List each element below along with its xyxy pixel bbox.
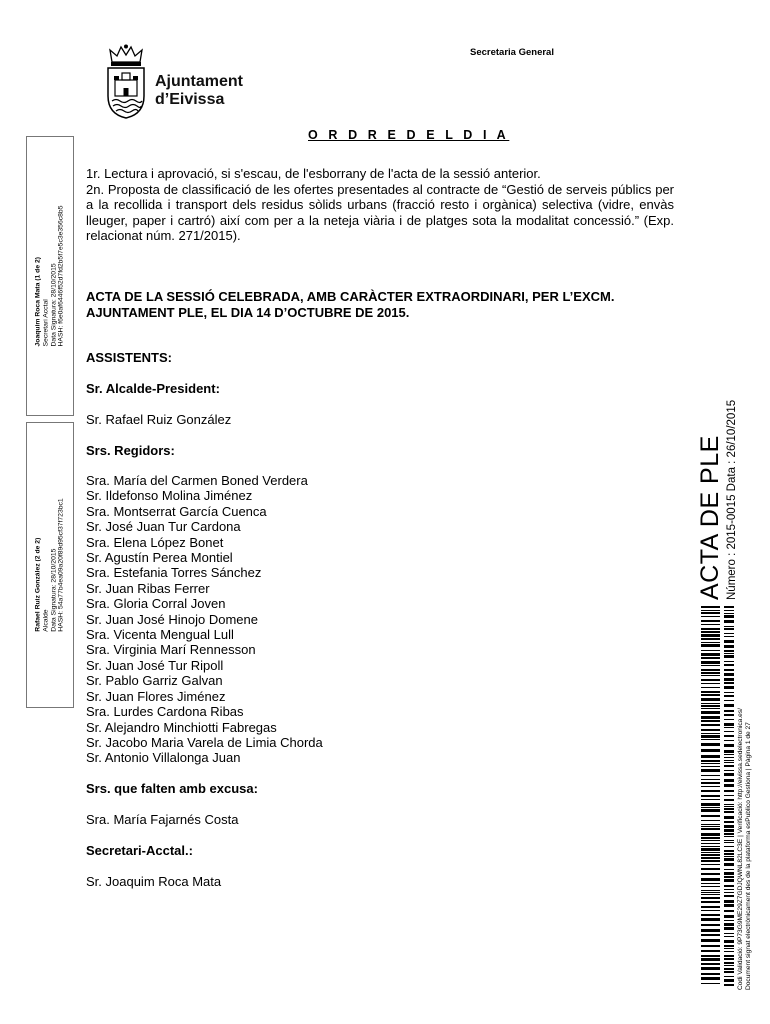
- validation-line-1: Codi Validació: 9P73G9ME29Z7GDJQWNL82LC3E | Verificació: http://eivissa.sedelectronica.es/: [737, 708, 744, 990]
- list-item: Sra. Virginia Marí Rennesson: [86, 642, 256, 658]
- list-item: Sra. Vicenta Mengual Lull: [86, 627, 234, 643]
- organization-name-line2: d’Eivissa: [155, 91, 225, 108]
- list-item: Sra. Montserrat García Cuenca: [86, 503, 267, 519]
- signature-signer: Joaquim Roca Mata (1 de 2): [34, 256, 42, 347]
- list-item: Sr. Alejandro Minchiotti Fabregas: [86, 719, 277, 735]
- signature-date: Data Signatura: 28/10/2015: [50, 263, 57, 347]
- list-item: Sr. José Juan Tur Cardona: [86, 519, 241, 535]
- mayor-label: Sr. Alcalde-President:: [86, 381, 220, 396]
- barcode-icon: [701, 606, 720, 986]
- agenda-items: [86, 166, 674, 244]
- absent-label: Srs. que falten amb excusa:: [86, 781, 258, 796]
- signature-hash: HASH: f6e0af6446f52d7fd2b5f7e5c3e356c8b5: [57, 205, 65, 347]
- organization-name: [155, 73, 243, 109]
- agenda-item-2: 2n. Proposta de classificació de les ofertes presentades al contracte de “Gestió de serveis públics per a la recollida i transport dels residus sòlids urbans (fracció resto i orgànica) selectiva (vidre, envàs lleuger, paper i cartró) així com per a la neteja viària i de platges sota la modalitat concessió.” (Exp. relacionat núm. 271/2015).: [86, 181, 674, 243]
- signature-text-2: [34, 498, 65, 631]
- list-item: Sr. Pablo Garriz Galvan: [86, 673, 223, 689]
- signature-text-1: [34, 206, 65, 347]
- attendees-label: ASSISTENTS:: [86, 350, 172, 365]
- signature-role: Secretari Acctal: [42, 299, 50, 347]
- signature-box-2: [26, 422, 74, 708]
- validation-text: [737, 708, 753, 990]
- list-item: Sr. Juan José Tur Ripoll: [86, 657, 224, 673]
- list-item: Sr. Antonio Villalonga Juan: [86, 750, 241, 766]
- list-item: Sr. Agustín Perea Montiel: [86, 550, 233, 566]
- list-item: Sra. Estefania Torres Sánchez: [86, 565, 262, 581]
- list-item: Sra. Gloria Corral Joven: [86, 596, 226, 612]
- list-item: Sr. Jacobo Maria Varela de Limia Chorda: [86, 734, 323, 750]
- signature-box-1: [26, 136, 74, 416]
- councillors-label: Srs. Regidors:: [86, 443, 175, 458]
- signature-role: Alcalde: [42, 609, 50, 632]
- list-item: Sra. María del Carmen Boned Verdera: [86, 473, 308, 488]
- list-item: Sr. Juan Ribas Ferrer: [86, 580, 210, 596]
- councillors-list: [86, 473, 323, 766]
- validation-line-2: Document signat electrònicament des de la plataforma esPublico Gestiona | Pàgina 1 de 27: [745, 722, 752, 990]
- department-label: Secretaria General: [470, 47, 554, 58]
- absent-name: Sra. María Fajarnés Costa: [86, 812, 239, 827]
- barcode-small-icon: [724, 606, 734, 986]
- organization-name-line1: Ajuntament: [155, 73, 243, 90]
- list-item: Sr. Ildefonso Molina Jiménez: [86, 488, 253, 504]
- signature-signer: Rafael Ruiz González (2 de 2): [34, 537, 42, 632]
- secretary-name: Sr. Joaquim Roca Mata: [86, 874, 222, 889]
- mayor-name: Sr. Rafael Ruiz González: [86, 412, 232, 427]
- crest-logo-icon: [104, 44, 148, 120]
- list-item: Sra. Elena López Bonet: [86, 534, 224, 550]
- agenda-item-1: 1r. Lectura i aprovació, si s'escau, de l'esborrany de l'acta de la sessió anterior.: [86, 166, 541, 181]
- list-item: Sr. Juan Flores Jiménez: [86, 688, 226, 704]
- stamp-meta: Número : 2015-0015 Data : 26/10/2015: [726, 399, 738, 600]
- stamp-title: ACTA DE PLE: [696, 435, 724, 600]
- signature-hash: HASH: 54a77b4ea09a20f89d95cf37f723bc1: [57, 498, 65, 632]
- signature-date: Data Signatura: 28/10/2015: [50, 548, 57, 632]
- list-item: Sra. Lurdes Cardona Ribas: [86, 704, 244, 720]
- list-item: Sr. Juan José Hinojo Domene: [86, 611, 258, 627]
- agenda-title: O R D R E D E L D I A: [308, 128, 510, 142]
- minutes-heading: ACTA DE LA SESSIÓ CELEBRADA, AMB CARÀCTER EXTRAORDINARI, PER L’EXCM. AJUNTAMENT PLE, EL DIA 14 D’OCTUBRE DE 2015.: [86, 289, 615, 320]
- secretary-label: Secretari-Acctal.:: [86, 843, 193, 858]
